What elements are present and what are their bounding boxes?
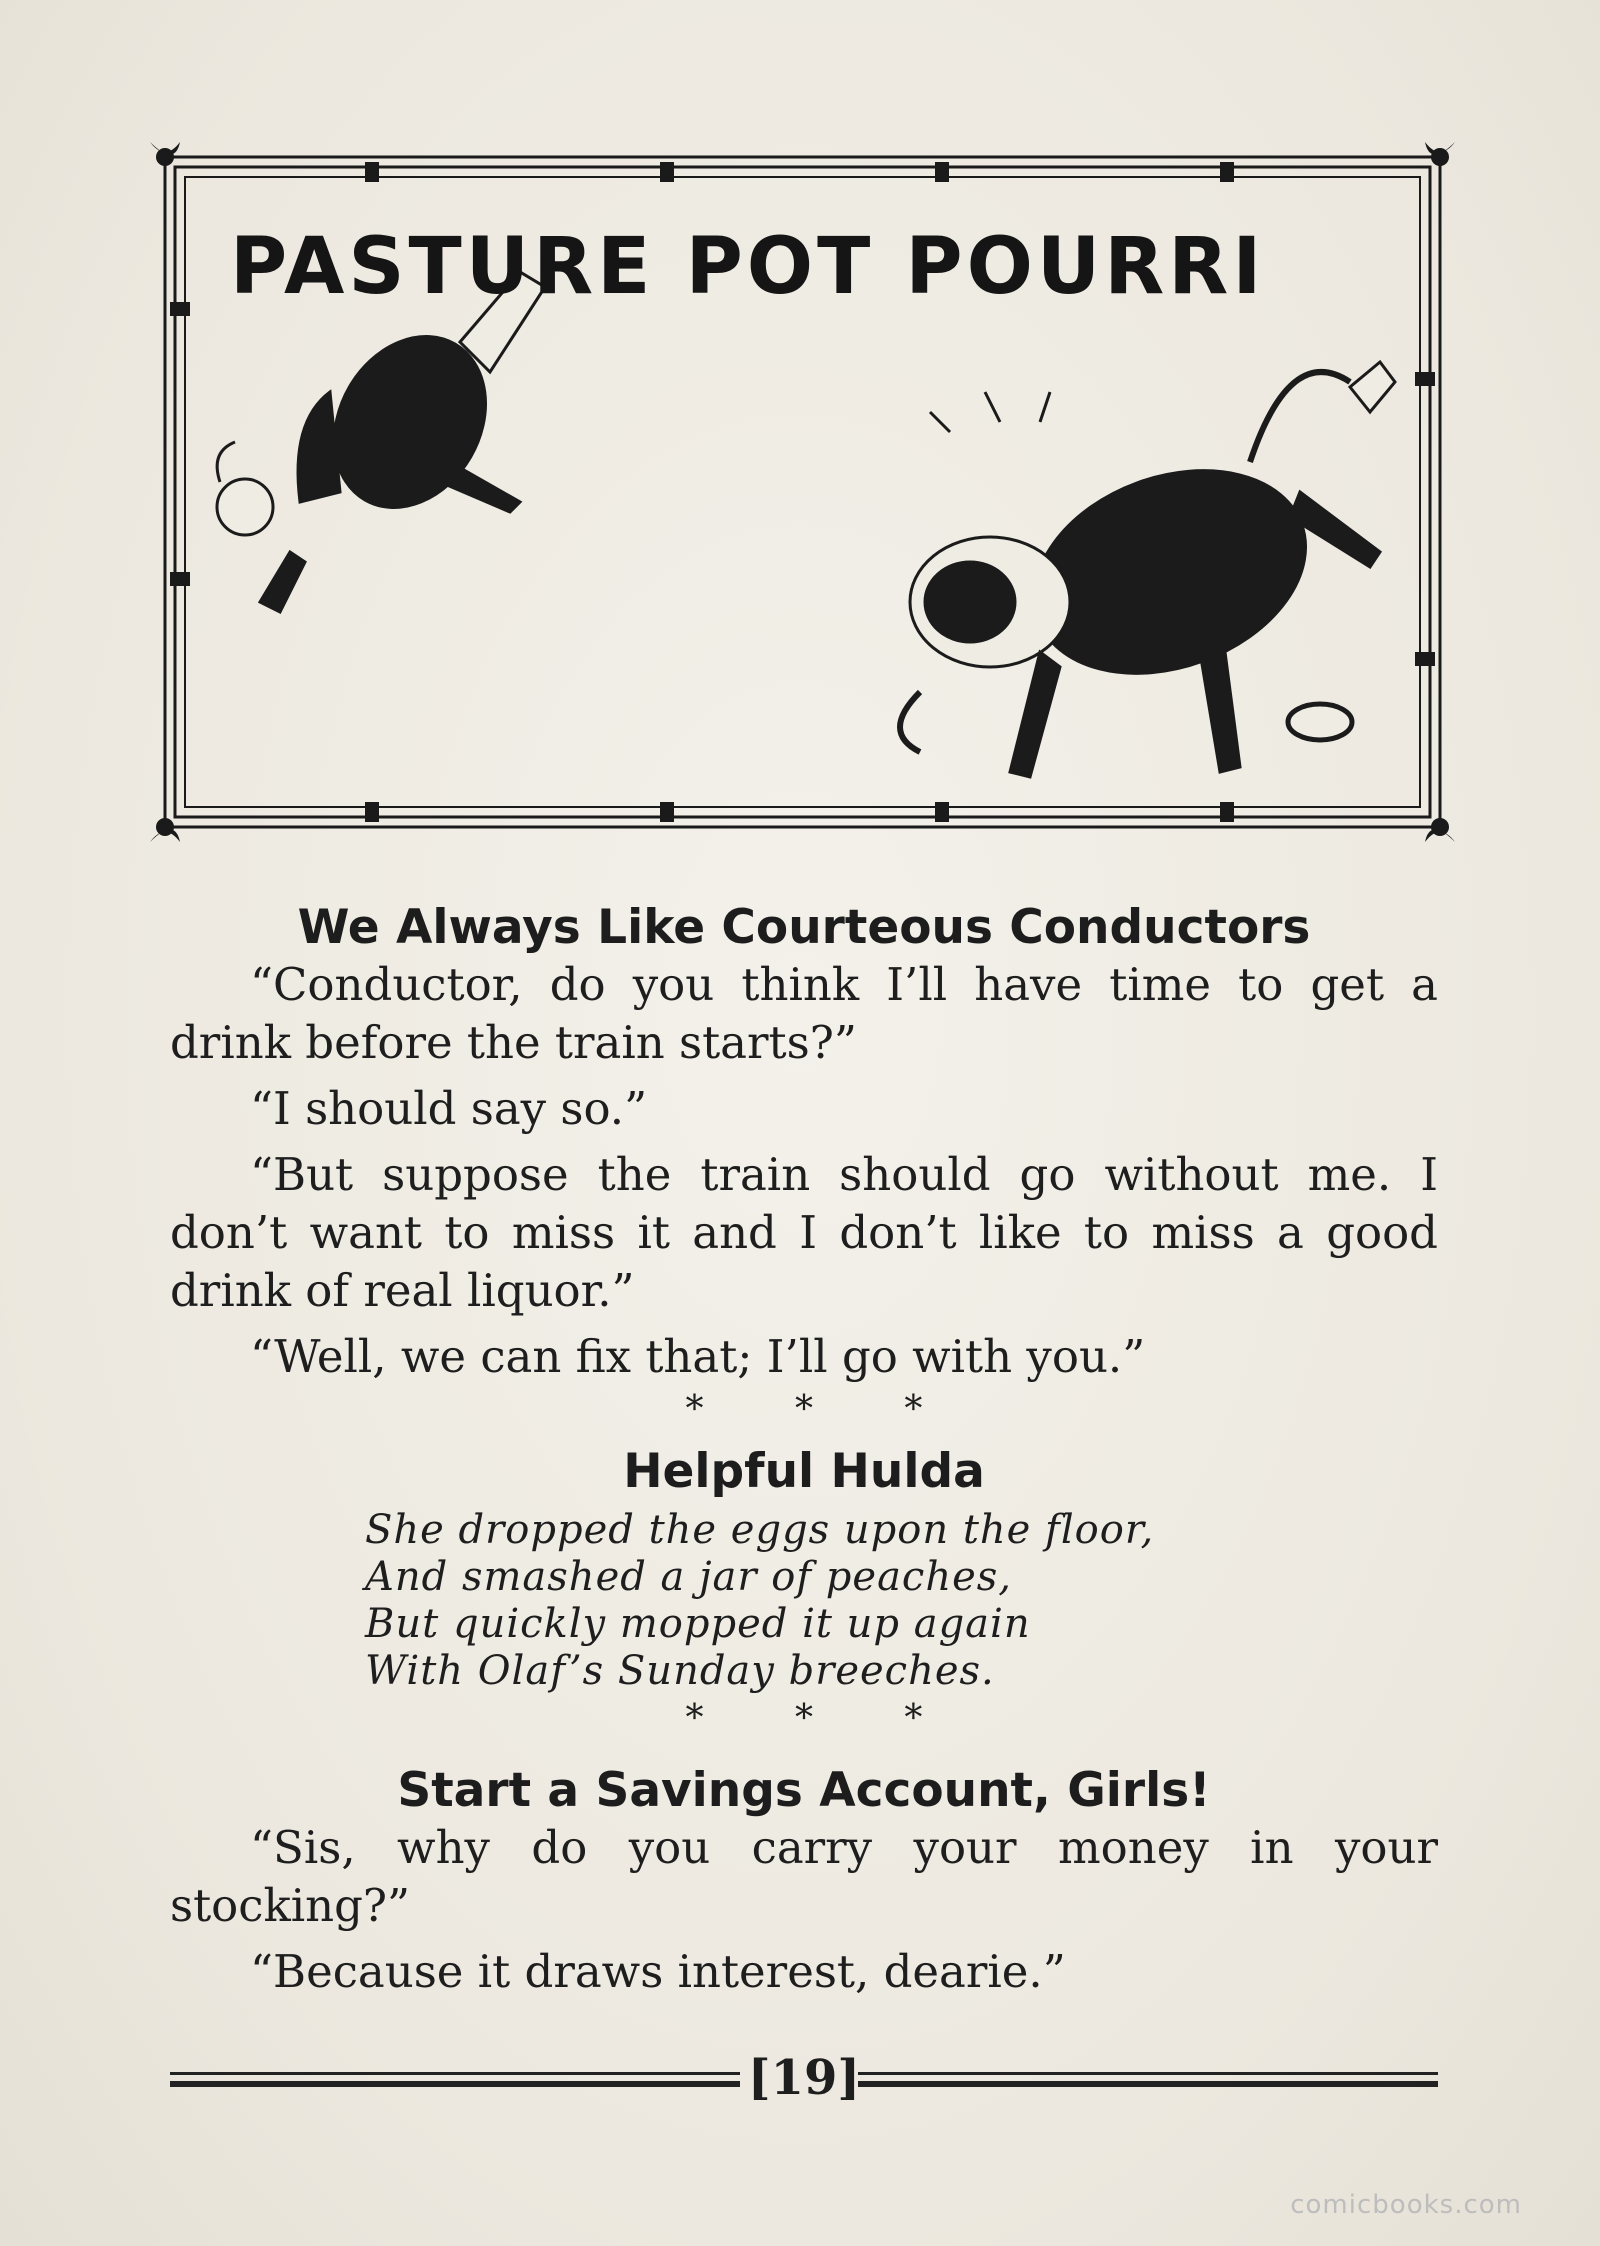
page-content bbox=[170, 900, 1438, 2001]
poem-line: And smashed a jar of peaches, bbox=[365, 1553, 1013, 1600]
footer-rule-left bbox=[170, 2072, 740, 2084]
article-paragraph: “But suppose the train should go without me. I don’t want to miss it and I don’t like to miss a good drink of real liquor.” bbox=[170, 1148, 1438, 1318]
banner-title: PASTURE POT POURRI bbox=[230, 222, 1266, 312]
poem-line: With Olaf’s Sunday breeches. bbox=[365, 1647, 995, 1694]
article-paragraph: “Well, we can fix that; I’ll go with you.” bbox=[250, 1330, 1146, 1384]
article-paragraph: “Because it draws interest, dearie.” bbox=[250, 1945, 1066, 1999]
section-separator: * * * bbox=[685, 1697, 963, 1739]
article-paragraph: “I should say so.” bbox=[250, 1082, 648, 1136]
poem-line: But quickly mopped it up again bbox=[365, 1600, 1031, 1647]
poem bbox=[365, 1507, 1438, 1695]
watermark: comicbooks.com bbox=[1290, 2190, 1522, 2220]
article-paragraph: “Conductor, do you think I’ll have time to get a drink before the train starts?” bbox=[170, 958, 1438, 1070]
page-number: [19] bbox=[747, 2050, 861, 2106]
article-heading: We Always Like Courteous Conductors bbox=[297, 900, 1311, 955]
article-heading: Helpful Hulda bbox=[623, 1444, 985, 1500]
header-banner bbox=[140, 132, 1465, 852]
footer-rule-right bbox=[858, 2072, 1438, 2084]
article-heading: Start a Savings Account, Girls! bbox=[397, 1762, 1211, 1818]
poem-line: She dropped the eggs upon the floor, bbox=[365, 1506, 1155, 1553]
article-paragraph: “Sis, why do you carry your money in your stocking?” bbox=[170, 1821, 1438, 1933]
section-separator: * * * bbox=[685, 1389, 963, 1431]
page-footer bbox=[170, 2050, 1438, 2120]
